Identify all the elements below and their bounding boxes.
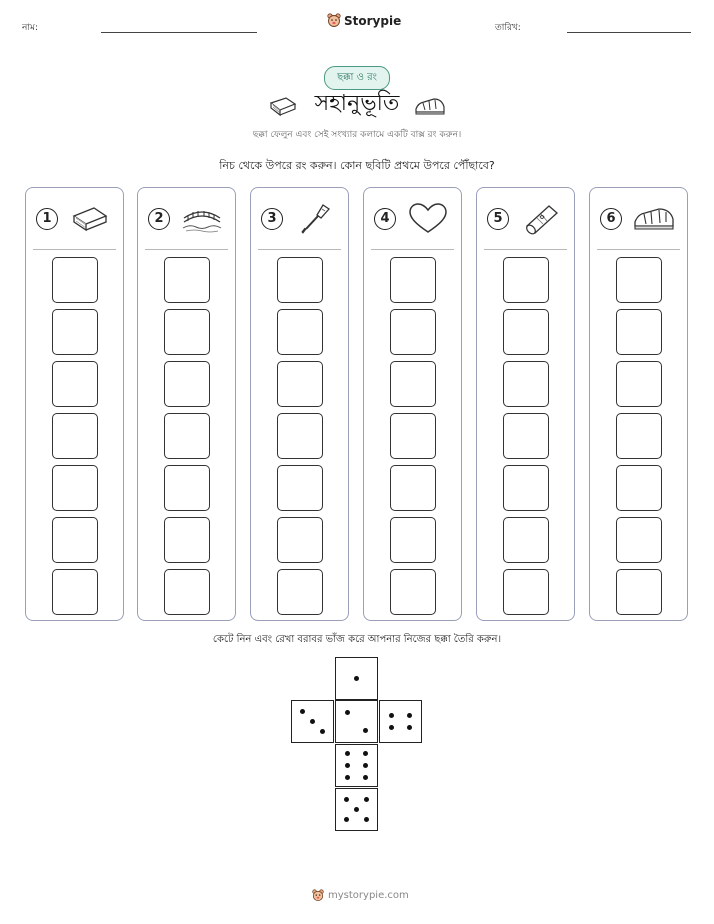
page-title: সহানুভূতি xyxy=(314,91,400,116)
color-box[interactable] xyxy=(277,309,323,355)
color-box[interactable] xyxy=(503,465,549,511)
date-label: তারিখ: xyxy=(495,23,521,33)
color-box[interactable] xyxy=(52,413,98,459)
color-box[interactable] xyxy=(52,465,98,511)
color-box[interactable] xyxy=(616,309,662,355)
die-face-6 xyxy=(335,744,378,787)
bridge-icon xyxy=(180,202,224,236)
color-box[interactable] xyxy=(616,517,662,563)
color-box[interactable] xyxy=(164,309,210,355)
color-box[interactable] xyxy=(164,465,210,511)
die-pip xyxy=(300,709,305,714)
die-pip xyxy=(364,797,369,802)
die-pip xyxy=(354,807,359,812)
color-box[interactable] xyxy=(616,413,662,459)
color-box[interactable] xyxy=(277,257,323,303)
die-face-2 xyxy=(335,700,378,743)
color-box[interactable] xyxy=(503,413,549,459)
book-icon xyxy=(68,202,112,236)
color-box[interactable] xyxy=(52,257,98,303)
color-box[interactable] xyxy=(616,361,662,407)
color-box[interactable] xyxy=(277,361,323,407)
column-6 xyxy=(589,187,688,621)
die-pip xyxy=(363,775,368,780)
storypie-logo xyxy=(327,13,401,28)
column-divider xyxy=(484,249,567,250)
color-box[interactable] xyxy=(503,257,549,303)
color-box[interactable] xyxy=(164,517,210,563)
color-box[interactable] xyxy=(277,413,323,459)
die-pip xyxy=(344,817,349,822)
color-box[interactable] xyxy=(52,569,98,615)
color-box[interactable] xyxy=(390,465,436,511)
die-pip xyxy=(345,751,350,756)
instruction-text: নিচ থেকে উপরে রং করুন। কোন ছবিটি প্রথমে উপরে পৌঁছাবে? xyxy=(219,159,495,172)
die-pip xyxy=(389,725,394,730)
column-divider xyxy=(371,249,454,250)
color-box[interactable] xyxy=(164,361,210,407)
column-1 xyxy=(25,187,124,621)
color-box[interactable] xyxy=(616,569,662,615)
die-pip xyxy=(354,676,359,681)
color-box[interactable] xyxy=(390,361,436,407)
color-box[interactable] xyxy=(390,413,436,459)
die-face-3 xyxy=(291,700,334,743)
color-box[interactable] xyxy=(164,413,210,459)
color-box[interactable] xyxy=(277,465,323,511)
color-box[interactable] xyxy=(503,361,549,407)
die-pip xyxy=(363,763,368,768)
color-box[interactable] xyxy=(503,517,549,563)
color-box[interactable] xyxy=(503,569,549,615)
column-number: 1 xyxy=(36,208,58,230)
color-box[interactable] xyxy=(390,257,436,303)
color-box[interactable] xyxy=(390,517,436,563)
column-number: 4 xyxy=(374,208,396,230)
die-pip xyxy=(407,713,412,718)
name-label: নাম: xyxy=(22,23,39,33)
column-divider xyxy=(33,249,116,250)
heart-icon xyxy=(406,202,450,236)
die-pip xyxy=(364,817,369,822)
die-pip xyxy=(345,775,350,780)
die-pip xyxy=(389,713,394,718)
bear-logo-icon xyxy=(312,889,324,902)
color-box[interactable] xyxy=(616,257,662,303)
cut-instruction: কেটে নিন এবং রেখা বরাবর ভাঁজ করে আপনার নিজের ছক্কা তৈরি করুন। xyxy=(212,634,502,645)
die-pip xyxy=(344,797,349,802)
column-number: 6 xyxy=(600,208,622,230)
bear-logo-icon xyxy=(327,13,341,28)
column-4 xyxy=(363,187,462,621)
color-box[interactable] xyxy=(164,569,210,615)
color-box[interactable] xyxy=(503,309,549,355)
date-field-line[interactable] xyxy=(567,32,691,33)
footer xyxy=(312,889,409,902)
sandal-icon xyxy=(414,95,446,117)
die-pip xyxy=(363,751,368,756)
die-pip xyxy=(345,710,350,715)
color-box[interactable] xyxy=(390,569,436,615)
column-divider xyxy=(258,249,341,250)
subtitle: ছক্কা ফেলুন এবং সেই সংখ্যার কলামে একটি বাক্স রং করুন। xyxy=(252,130,462,140)
category-tag: ছক্কা ও রং xyxy=(324,66,390,90)
color-box[interactable] xyxy=(277,517,323,563)
color-box[interactable] xyxy=(390,309,436,355)
column-divider xyxy=(145,249,228,250)
die-face-4 xyxy=(379,700,422,743)
column-3 xyxy=(250,187,349,621)
die-pip xyxy=(310,719,315,724)
name-field-line[interactable] xyxy=(101,32,257,33)
color-box[interactable] xyxy=(164,257,210,303)
scroll-icon xyxy=(519,202,563,236)
die-face-5 xyxy=(335,788,378,831)
die-face-1 xyxy=(335,657,378,700)
color-box[interactable] xyxy=(277,569,323,615)
die-pip xyxy=(407,725,412,730)
color-box[interactable] xyxy=(52,361,98,407)
die-pip xyxy=(345,763,350,768)
screwdriver-icon xyxy=(293,202,337,236)
column-5 xyxy=(476,187,575,621)
footer-url[interactable]: mystorypie.com xyxy=(328,890,409,901)
column-number: 2 xyxy=(148,208,170,230)
die-pip xyxy=(320,729,325,734)
column-2 xyxy=(137,187,236,621)
die-pip xyxy=(363,728,368,733)
color-box[interactable] xyxy=(52,309,98,355)
column-divider xyxy=(597,249,680,250)
column-number: 3 xyxy=(261,208,283,230)
logo-text: Storypie xyxy=(344,13,402,28)
sandal-icon xyxy=(632,202,676,236)
color-box[interactable] xyxy=(616,465,662,511)
column-number: 5 xyxy=(487,208,509,230)
color-box[interactable] xyxy=(52,517,98,563)
